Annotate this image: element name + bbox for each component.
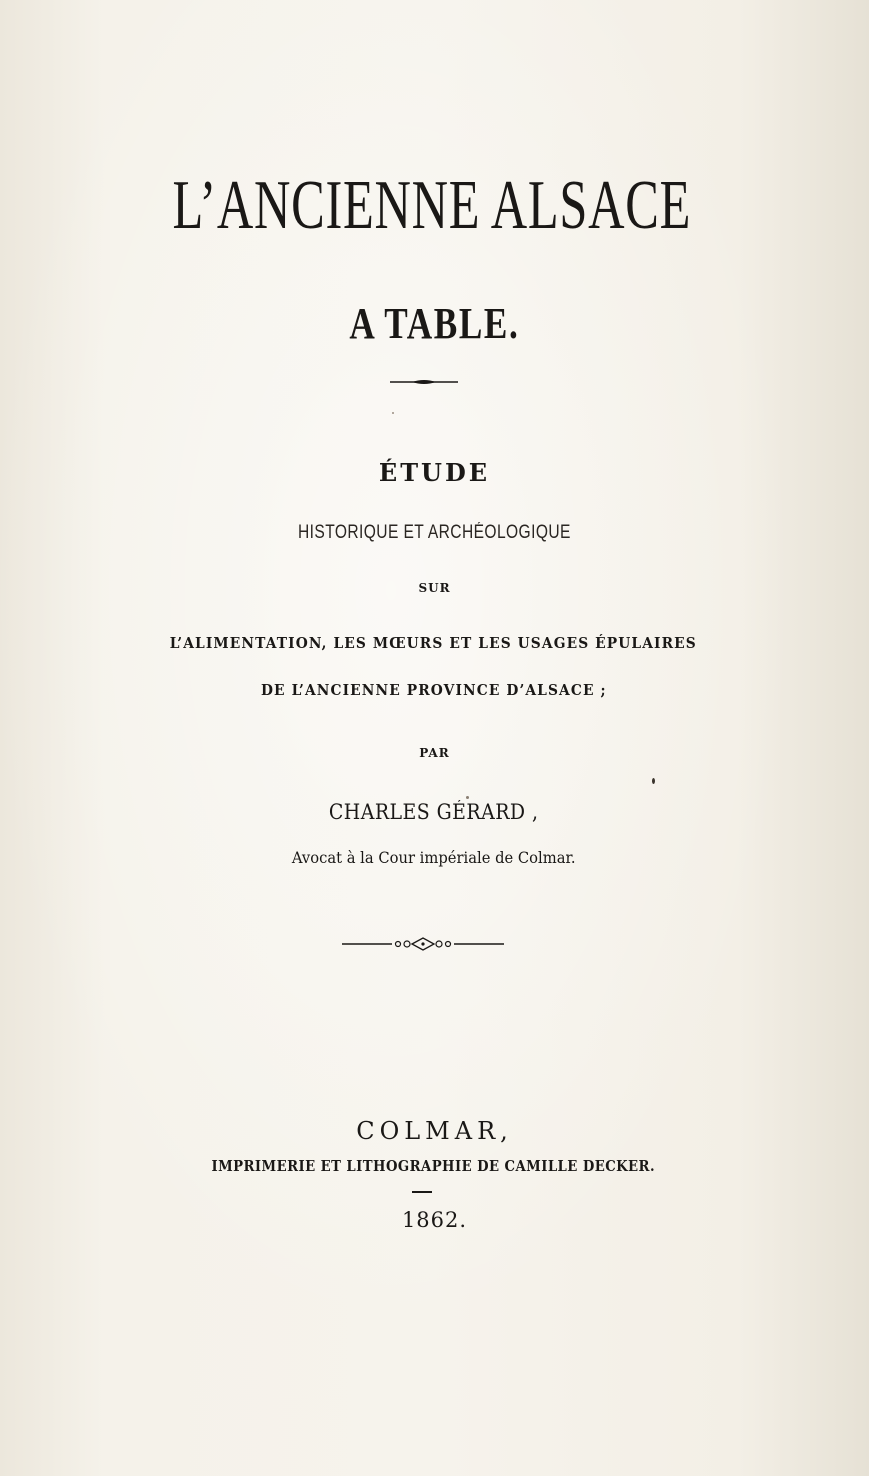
publication-year: 1862. xyxy=(401,1208,468,1232)
section-divider-ornament xyxy=(340,936,506,952)
author-name: CHARLES GÉRARD , xyxy=(328,800,539,824)
description-line-1: L’ALIMENTATION, LES MŒURS ET LES USAGES ÉPULAIRES xyxy=(169,634,697,652)
etude-subtitle: HISTORIQUE ET ARCHÉOLOGIQUE xyxy=(297,522,571,543)
sur-label: SUR xyxy=(418,581,451,595)
printer-name: IMPRIMERIE ET LITHOGRAPHIE DE CAMILLE DECKER. xyxy=(211,1157,656,1175)
book-title: L’ANCIENNE ALSACE xyxy=(172,167,692,244)
book-subtitle: A TABLE. xyxy=(349,299,520,348)
paper-speck xyxy=(392,412,394,414)
par-label: PAR xyxy=(419,746,450,760)
title-rule-ornament xyxy=(388,376,460,388)
year-rule xyxy=(412,1191,432,1193)
etude-heading: ÉTUDE xyxy=(378,458,491,487)
paper-speck xyxy=(652,778,655,784)
description-line-2: DE L’ANCIENNE PROVINCE D’ALSACE ; xyxy=(260,681,607,699)
author-role: Avocat à la Cour impériale de Colmar. xyxy=(291,848,576,867)
paper-speck xyxy=(466,796,469,799)
publication-city: COLMAR, xyxy=(356,1117,513,1145)
